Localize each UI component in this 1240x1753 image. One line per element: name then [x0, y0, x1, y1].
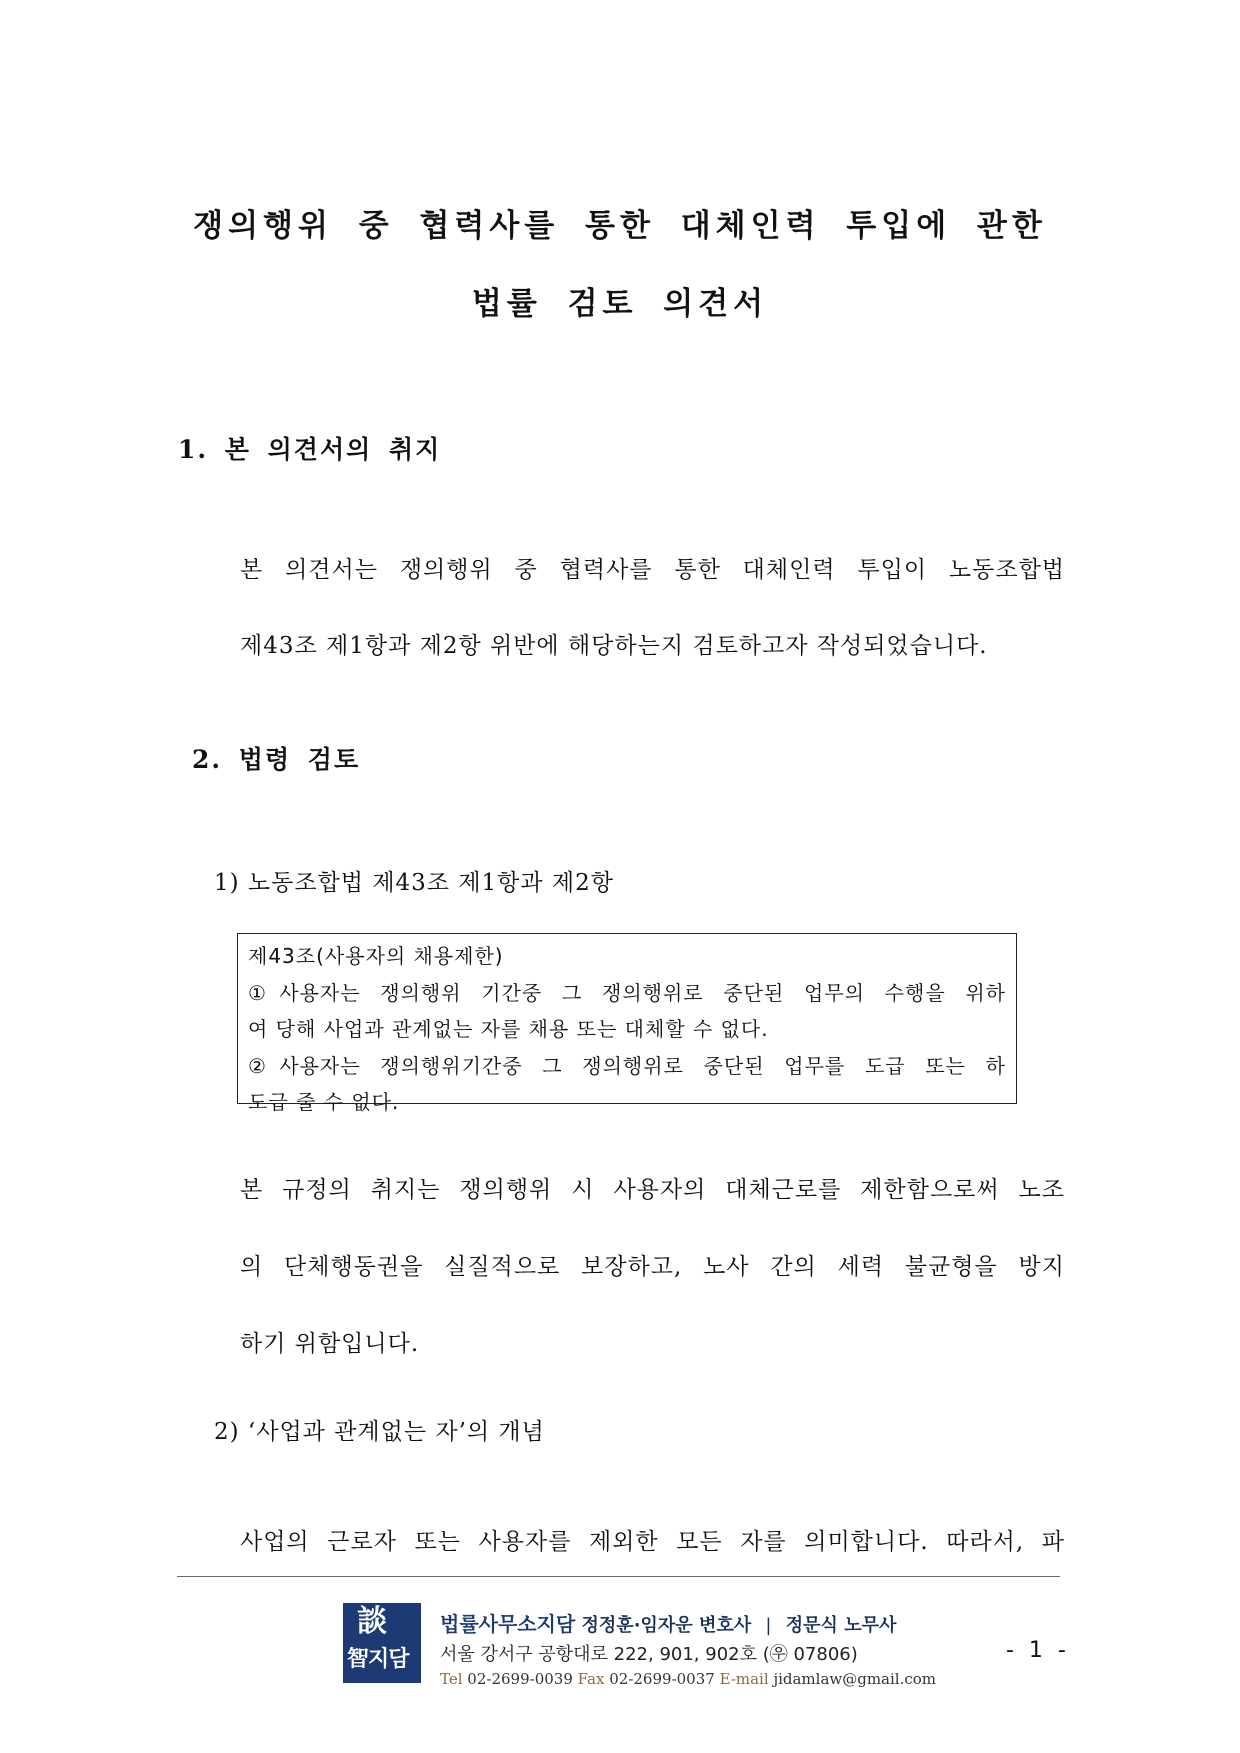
- subsection-1-paragraph: [240, 1172, 1065, 1403]
- firm-name: 법률사무소지담: [440, 1612, 576, 1636]
- footer-firm-line: [440, 1608, 896, 1637]
- law-clause-line: ②사용자는 쟁의행위기간중 그 쟁의행위로 중단된 업무를 도급 또는 하: [248, 1053, 1006, 1078]
- firm-logo: [343, 1603, 421, 1683]
- labor-attorney: 정문식 노무사: [785, 1615, 897, 1636]
- document-title-line-2: 법률 검토 의견서: [471, 286, 769, 322]
- section-1-paragraph: [240, 552, 1065, 664]
- document-title-line-1: 쟁의행위 중 협력사를 통한 대체인력 투입에 관한: [193, 208, 1047, 244]
- footer-address: 서울 강서구 공항대로 222, 901, 902호 (㉾ 07806): [440, 1644, 858, 1665]
- paragraph-line: 본 규정의 취지는 쟁의행위 시 사용자의 대체근로를 제한함으로써 노조: [240, 1177, 1065, 1203]
- paragraph-line: 하기 위함입니다.: [240, 1331, 420, 1357]
- email-label: E-mail: [719, 1670, 769, 1688]
- footer-divider: [177, 1576, 1060, 1577]
- fax-number: 02-2699-0037: [609, 1670, 715, 1688]
- subsection-2-heading: 2) ‘사업과 관계없는 자’의 개념: [214, 1419, 545, 1445]
- section-1-heading: 1. 본 의견서의 취지: [178, 435, 442, 464]
- tel-number: 02-2699-0039: [467, 1670, 573, 1688]
- paragraph-line: 제43조 제1항과 제2항 위반에 해당하는지 검토하고자 작성되었습니다.: [240, 633, 988, 659]
- logo-glyph: 談: [357, 1604, 387, 1639]
- subsection-2-paragraph: [240, 1524, 1065, 1560]
- logo-wordmark: 智지담: [347, 1647, 409, 1672]
- paragraph-line: 사업의 근로자 또는 사용자를 제외한 모든 자를 의미합니다. 따라서, 파: [240, 1529, 1065, 1555]
- separator: |: [765, 1615, 772, 1636]
- law-clause-line: ①사용자는 쟁의행위 기간중 그 쟁의행위로 중단된 업무의 수행을 위하: [248, 980, 1006, 1005]
- page-number: - 1 -: [1006, 1638, 1070, 1663]
- paragraph-line: 의 단체행동권을 실질적으로 보장하고, 노사 간의 세력 불균형을 방지: [240, 1254, 1065, 1280]
- law-clause-line: 도급 줄 수 없다.: [248, 1090, 400, 1114]
- footer-contact: [440, 1670, 936, 1688]
- lawyers: 정정훈·임자운 변호사: [581, 1615, 752, 1636]
- tel-label: Tel: [440, 1670, 463, 1688]
- subsection-1-heading: 1) 노동조합법 제43조 제1항과 제2항: [214, 870, 614, 896]
- law-article-title: 제43조(사용자의 채용제한): [248, 944, 504, 968]
- law-article-box: [237, 933, 1017, 1114]
- paragraph-line: 본 의견서는 쟁의행위 중 협력사를 통한 대체인력 투입이 노동조합법: [240, 557, 1065, 583]
- section-2-heading: 2. 법령 검토: [192, 745, 361, 774]
- law-clause-line: 여 당해 사업과 관계없는 자를 채용 또는 대체할 수 없다.: [248, 1017, 769, 1041]
- email-address[interactable]: jidamlaw@gmail.com: [773, 1670, 937, 1688]
- fax-label: Fax: [577, 1670, 605, 1688]
